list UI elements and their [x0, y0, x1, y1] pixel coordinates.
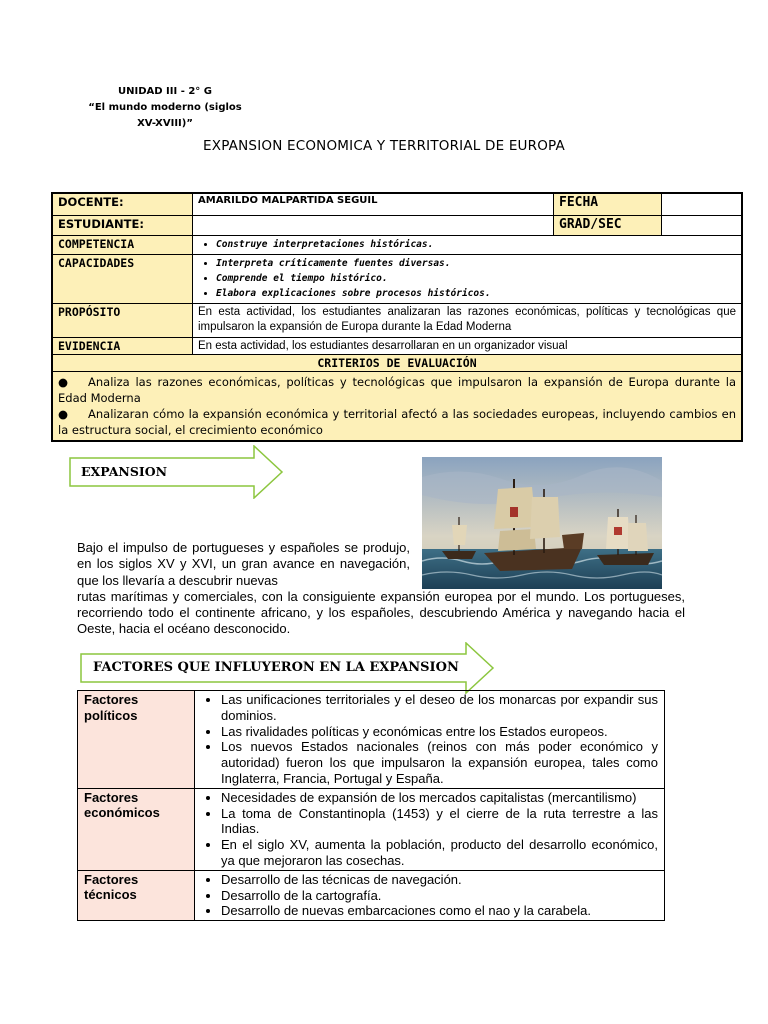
factor-items — [195, 870, 665, 920]
competencia-item: • Construye interpretaciones históricas. — [216, 237, 736, 252]
table-row — [78, 870, 665, 920]
docente-label: DOCENTE: — [53, 194, 193, 215]
estudiante-value[interactable] — [193, 216, 554, 235]
capacidades-value — [193, 255, 741, 303]
competencia-label: COMPETENCIA — [53, 236, 193, 254]
criterios-list — [53, 372, 741, 440]
fecha-value[interactable] — [662, 194, 741, 215]
info-table — [51, 192, 743, 442]
unit-line-1: UNIDAD III - 2° G — [118, 86, 212, 97]
evidencia-label: EVIDENCIA — [53, 338, 193, 354]
capacidades-label: CAPACIDADES — [53, 255, 193, 303]
proposito-label: PROPÓSITO — [53, 304, 193, 337]
criterios-header: CRITERIOS DE EVALUACIÓN — [53, 355, 741, 371]
unit-line-3: XV-XVIII)” — [137, 118, 193, 129]
factor-name: Factores económicos — [78, 788, 195, 870]
intro-paragraph — [77, 540, 685, 638]
intro-paragraph-rest: rutas marítimas y comerciales, con la consiguiente expansión europea por el mundo. Los portugueses, recorriendo todo el continente africano, y los españoles, descubriendo América y navegando hacia el Oeste, hacia el océano desconocido. — [77, 588, 685, 637]
criterio-item: ● Analizaran cómo la expansión económica y territorial afectó a las sociedades europeas, incluyendo cambios en la estructura social, el crecimiento económico — [58, 407, 736, 437]
bullet-icon: ● — [58, 407, 69, 421]
row-competencia — [53, 236, 741, 255]
unit-line-2: “El mundo moderno (siglos — [88, 102, 242, 113]
capacidad-item: • Interpreta críticamente fuentes diversas. — [216, 256, 736, 271]
row-proposito — [53, 304, 741, 338]
list-item: • En el siglo XV, aumenta la población, producto del desarrollo económico, ya que mejoraron las cosechas. — [221, 837, 658, 869]
gradsec-value[interactable] — [662, 216, 741, 235]
factor-items — [195, 788, 665, 870]
page-title: EXPANSION ECONOMICA Y TERRITORIAL DE EUROPA — [203, 138, 565, 154]
list-item: • Desarrollo de la cartografía. — [221, 888, 658, 904]
intro-paragraph-wrapped: Bajo el impulso de portugueses y españoles se produjo, en los siglos XV y XVI, un gran avance en navegación, que los llevaría a descubrir nuevas — [77, 540, 410, 588]
criterio-item: ● Analiza las razones económicas, políticas y tecnológicas que impulsaron la expansión de Europa durante la Edad Moderna — [58, 375, 736, 405]
bullet-icon: ● — [58, 375, 69, 389]
list-item: • Desarrollo de las técnicas de navegación. — [221, 872, 658, 888]
list-item: • Las unificaciones territoriales y el deseo de los monarcas por expandir sus dominios. — [221, 692, 658, 724]
list-item: • Los nuevos Estados nacionales (reinos con más poder económico y autoridad) fueron los que impulsaron la expansión europea, tales como Inglaterra, Francia, Portugal y España. — [221, 739, 658, 786]
expansion-heading: EXPANSION — [81, 464, 168, 479]
docente-value: AMARILDO MALPARTIDA SEGUIL — [193, 194, 554, 215]
fecha-label: FECHA — [554, 194, 662, 215]
factor-items — [195, 691, 665, 789]
list-item: • La toma de Constantinopla (1453) y el cierre de la ruta terrestre a las Indias. — [221, 806, 658, 838]
proposito-value: En esta actividad, los estudiantes analizaran las razones económicas, políticas y tecnológicas que impulsaron la expansión de Europa durante la Edad Moderna — [198, 306, 736, 333]
list-item: • Desarrollo de nuevas embarcaciones como el nao y la carabela. — [221, 903, 658, 919]
factor-name: Factores técnicos — [78, 870, 195, 920]
row-evidencia — [53, 338, 741, 355]
capacidad-item: • Comprende el tiempo histórico. — [216, 271, 736, 286]
competencia-value — [193, 236, 741, 254]
row-criterios — [53, 372, 741, 440]
row-estudiante — [53, 216, 741, 236]
gradsec-label: GRAD/SEC — [554, 216, 662, 235]
row-criterios-header — [53, 355, 741, 372]
row-docente — [53, 194, 741, 216]
list-item: • Las rivalidades políticas y económicas entre los Estados europeos. — [221, 724, 658, 740]
factor-name: Factores políticos — [78, 691, 195, 789]
factores-heading: FACTORES QUE INFLUYERON EN LA EXPANSION — [93, 660, 459, 675]
list-item: • Necesidades de expansión de los mercados capitalistas (mercantilismo) — [221, 790, 658, 806]
factores-table — [77, 690, 665, 921]
unit-heading — [80, 84, 250, 132]
table-row — [78, 788, 665, 870]
table-row — [78, 691, 665, 789]
row-capacidades — [53, 255, 741, 304]
evidencia-value: En esta actividad, los estudiantes desarrollaran en un organizador visual — [198, 340, 568, 352]
capacidad-item: • Elabora explicaciones sobre procesos históricos. — [216, 286, 736, 301]
estudiante-label: ESTUDIANTE: — [53, 216, 193, 235]
